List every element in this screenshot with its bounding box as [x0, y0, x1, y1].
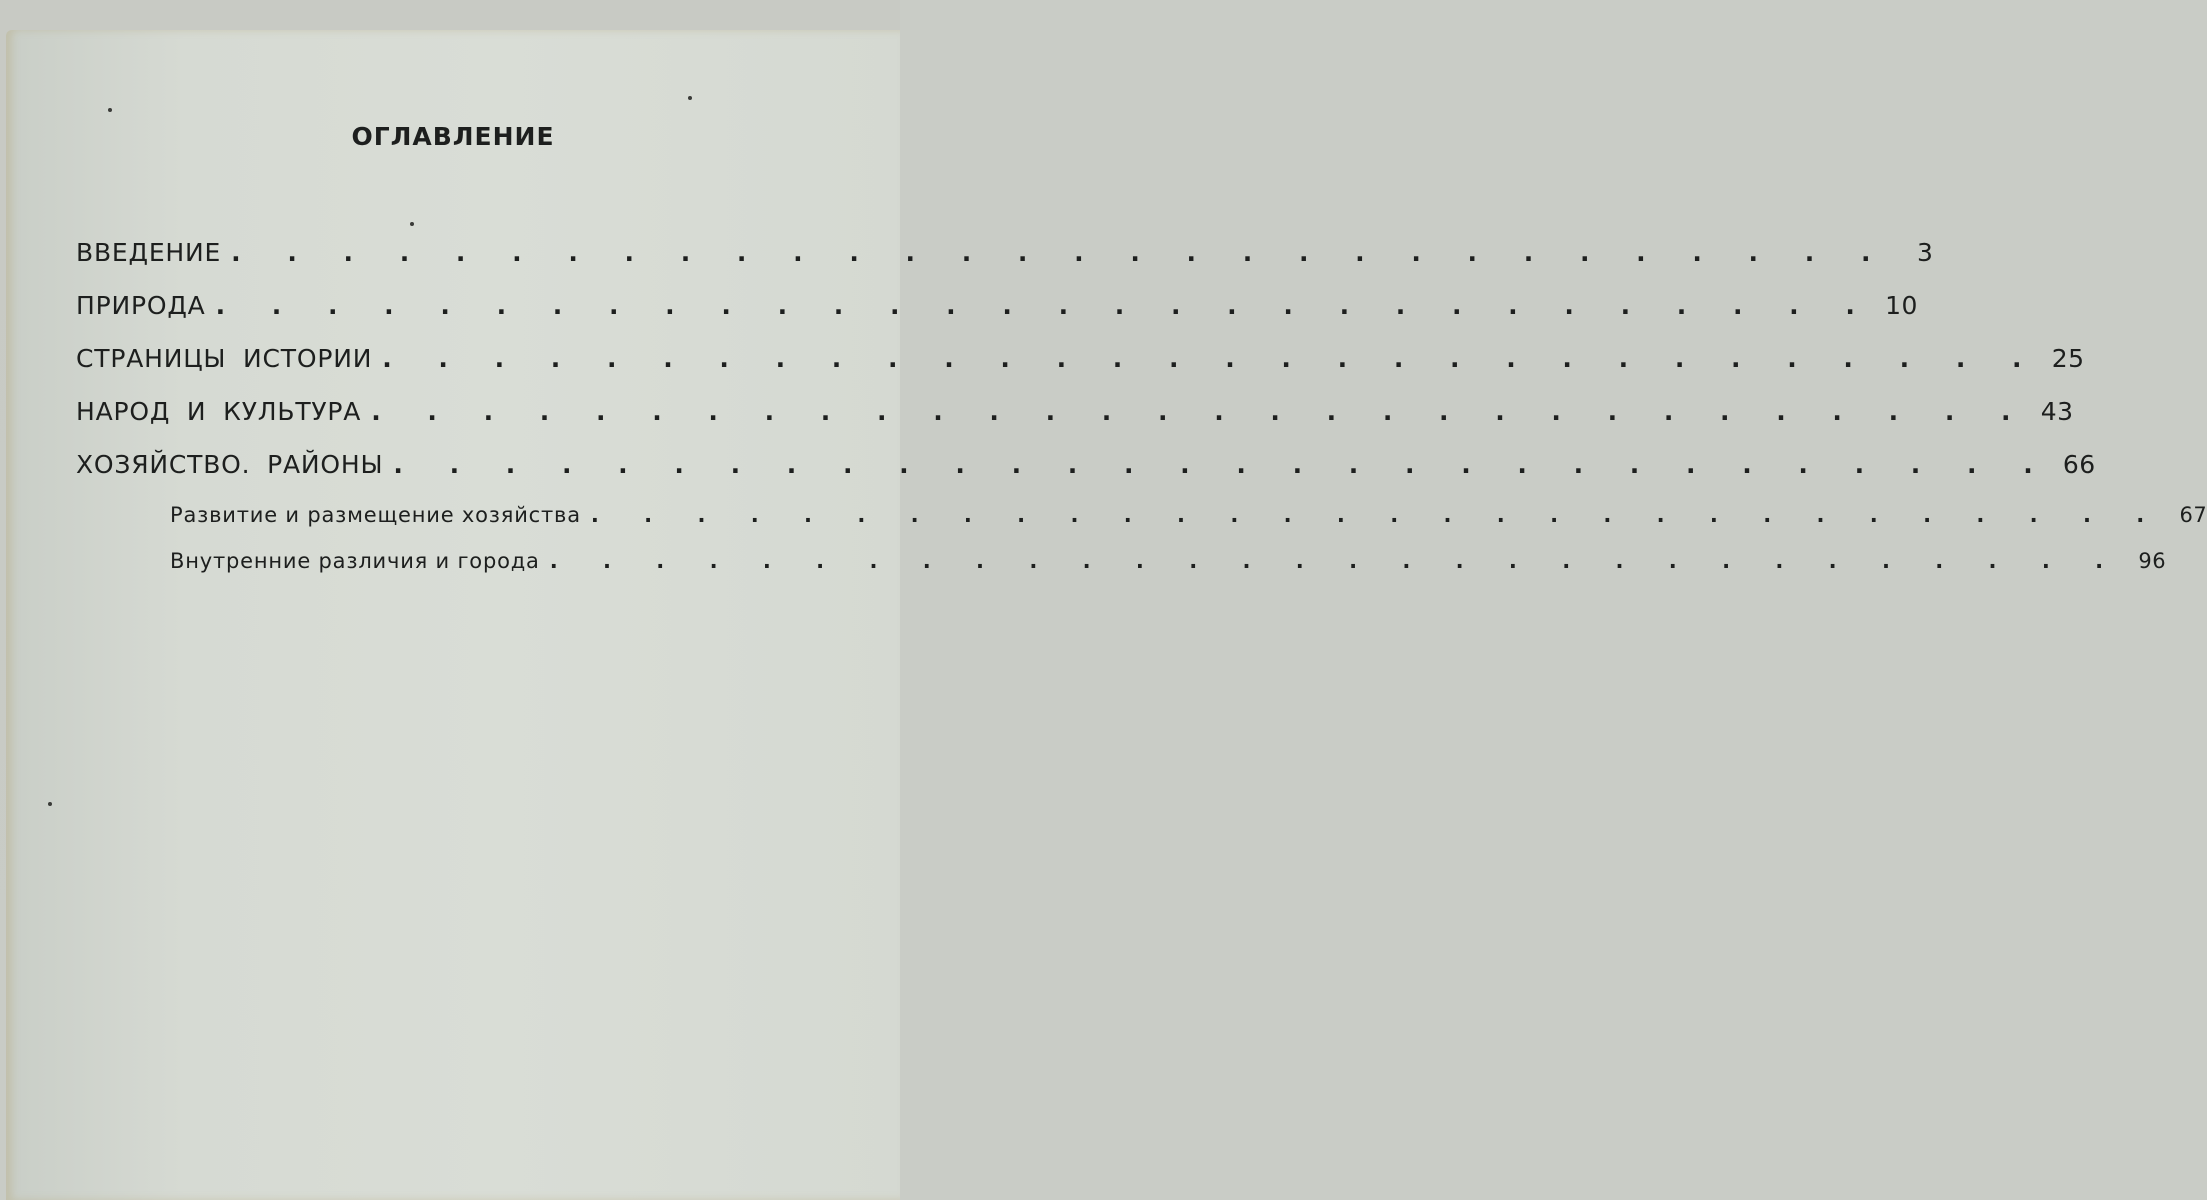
book-page	[6, 30, 2207, 1200]
toc-entry-page: 3	[1917, 238, 1934, 267]
toc-entry-page: 66	[2062, 450, 2096, 479]
toc-subentry-label: Внутренние различия и города	[170, 549, 540, 573]
ink-speck	[108, 108, 112, 112]
ink-speck	[48, 802, 52, 806]
toc-entry-page: 25	[2051, 344, 2085, 373]
dot-leader: . . . . . . . . . . . . . . . . . . . . . . . . . . . . . .	[382, 344, 2041, 373]
toc-entry-label: ВВЕДЕНИЕ	[76, 238, 222, 267]
toc-entry-label: СТРАНИЦЫ ИСТОРИИ	[76, 344, 373, 373]
toc-subentry[interactable]	[76, 503, 2207, 549]
toc-entry[interactable]	[76, 238, 1934, 291]
toc-title: ОГЛАВЛЕНИЕ	[351, 122, 555, 151]
dot-leader: . . . . . . . . . . . . . . . . . . . . . . . . . . . . . .	[371, 397, 2030, 426]
dot-leader: . . . . . . . . . . . . . . . . . . . . . . . . . . . . . .	[215, 291, 1874, 320]
toc-subentry[interactable]	[76, 549, 2167, 595]
toc-entry[interactable]	[76, 344, 2085, 397]
dot-leader: . . . . . . . . . . . . . . . . . . . . . . . . . . . . . .	[393, 450, 2052, 479]
toc-entry[interactable]	[76, 397, 2074, 450]
toc-entry-page: 10	[1885, 291, 1918, 320]
toc-entry[interactable]	[76, 291, 1918, 344]
toc-entry[interactable]	[76, 450, 2096, 503]
toc-list	[76, 238, 2207, 595]
dot-leader: . . . . . . . . . . . . . . . . . . . . . . . . . . . . . .	[231, 238, 1890, 267]
ink-speck	[410, 222, 414, 226]
toc-subentry-page: 96	[2138, 549, 2167, 573]
toc-entry-label: ХОЗЯЙСТВО. РАЙОНЫ	[76, 450, 384, 479]
toc-subentry-label: Развитие и размещение хозяйства	[170, 503, 581, 527]
toc-entry-label: НАРОД И КУЛЬТУРА	[76, 397, 362, 426]
ink-speck	[688, 96, 692, 100]
dot-leader: . . . . . . . . . . . . . . . . . . . . . . . . . . . . . .	[590, 503, 2164, 527]
toc-subentry-page: 67	[2179, 503, 2207, 527]
dot-leader: . . . . . . . . . . . . . . . . . . . . . . . . . . . . . .	[549, 549, 2123, 573]
toc-entry-label: ПРИРОДА	[76, 291, 206, 320]
toc-entry-page: 43	[2040, 397, 2074, 426]
